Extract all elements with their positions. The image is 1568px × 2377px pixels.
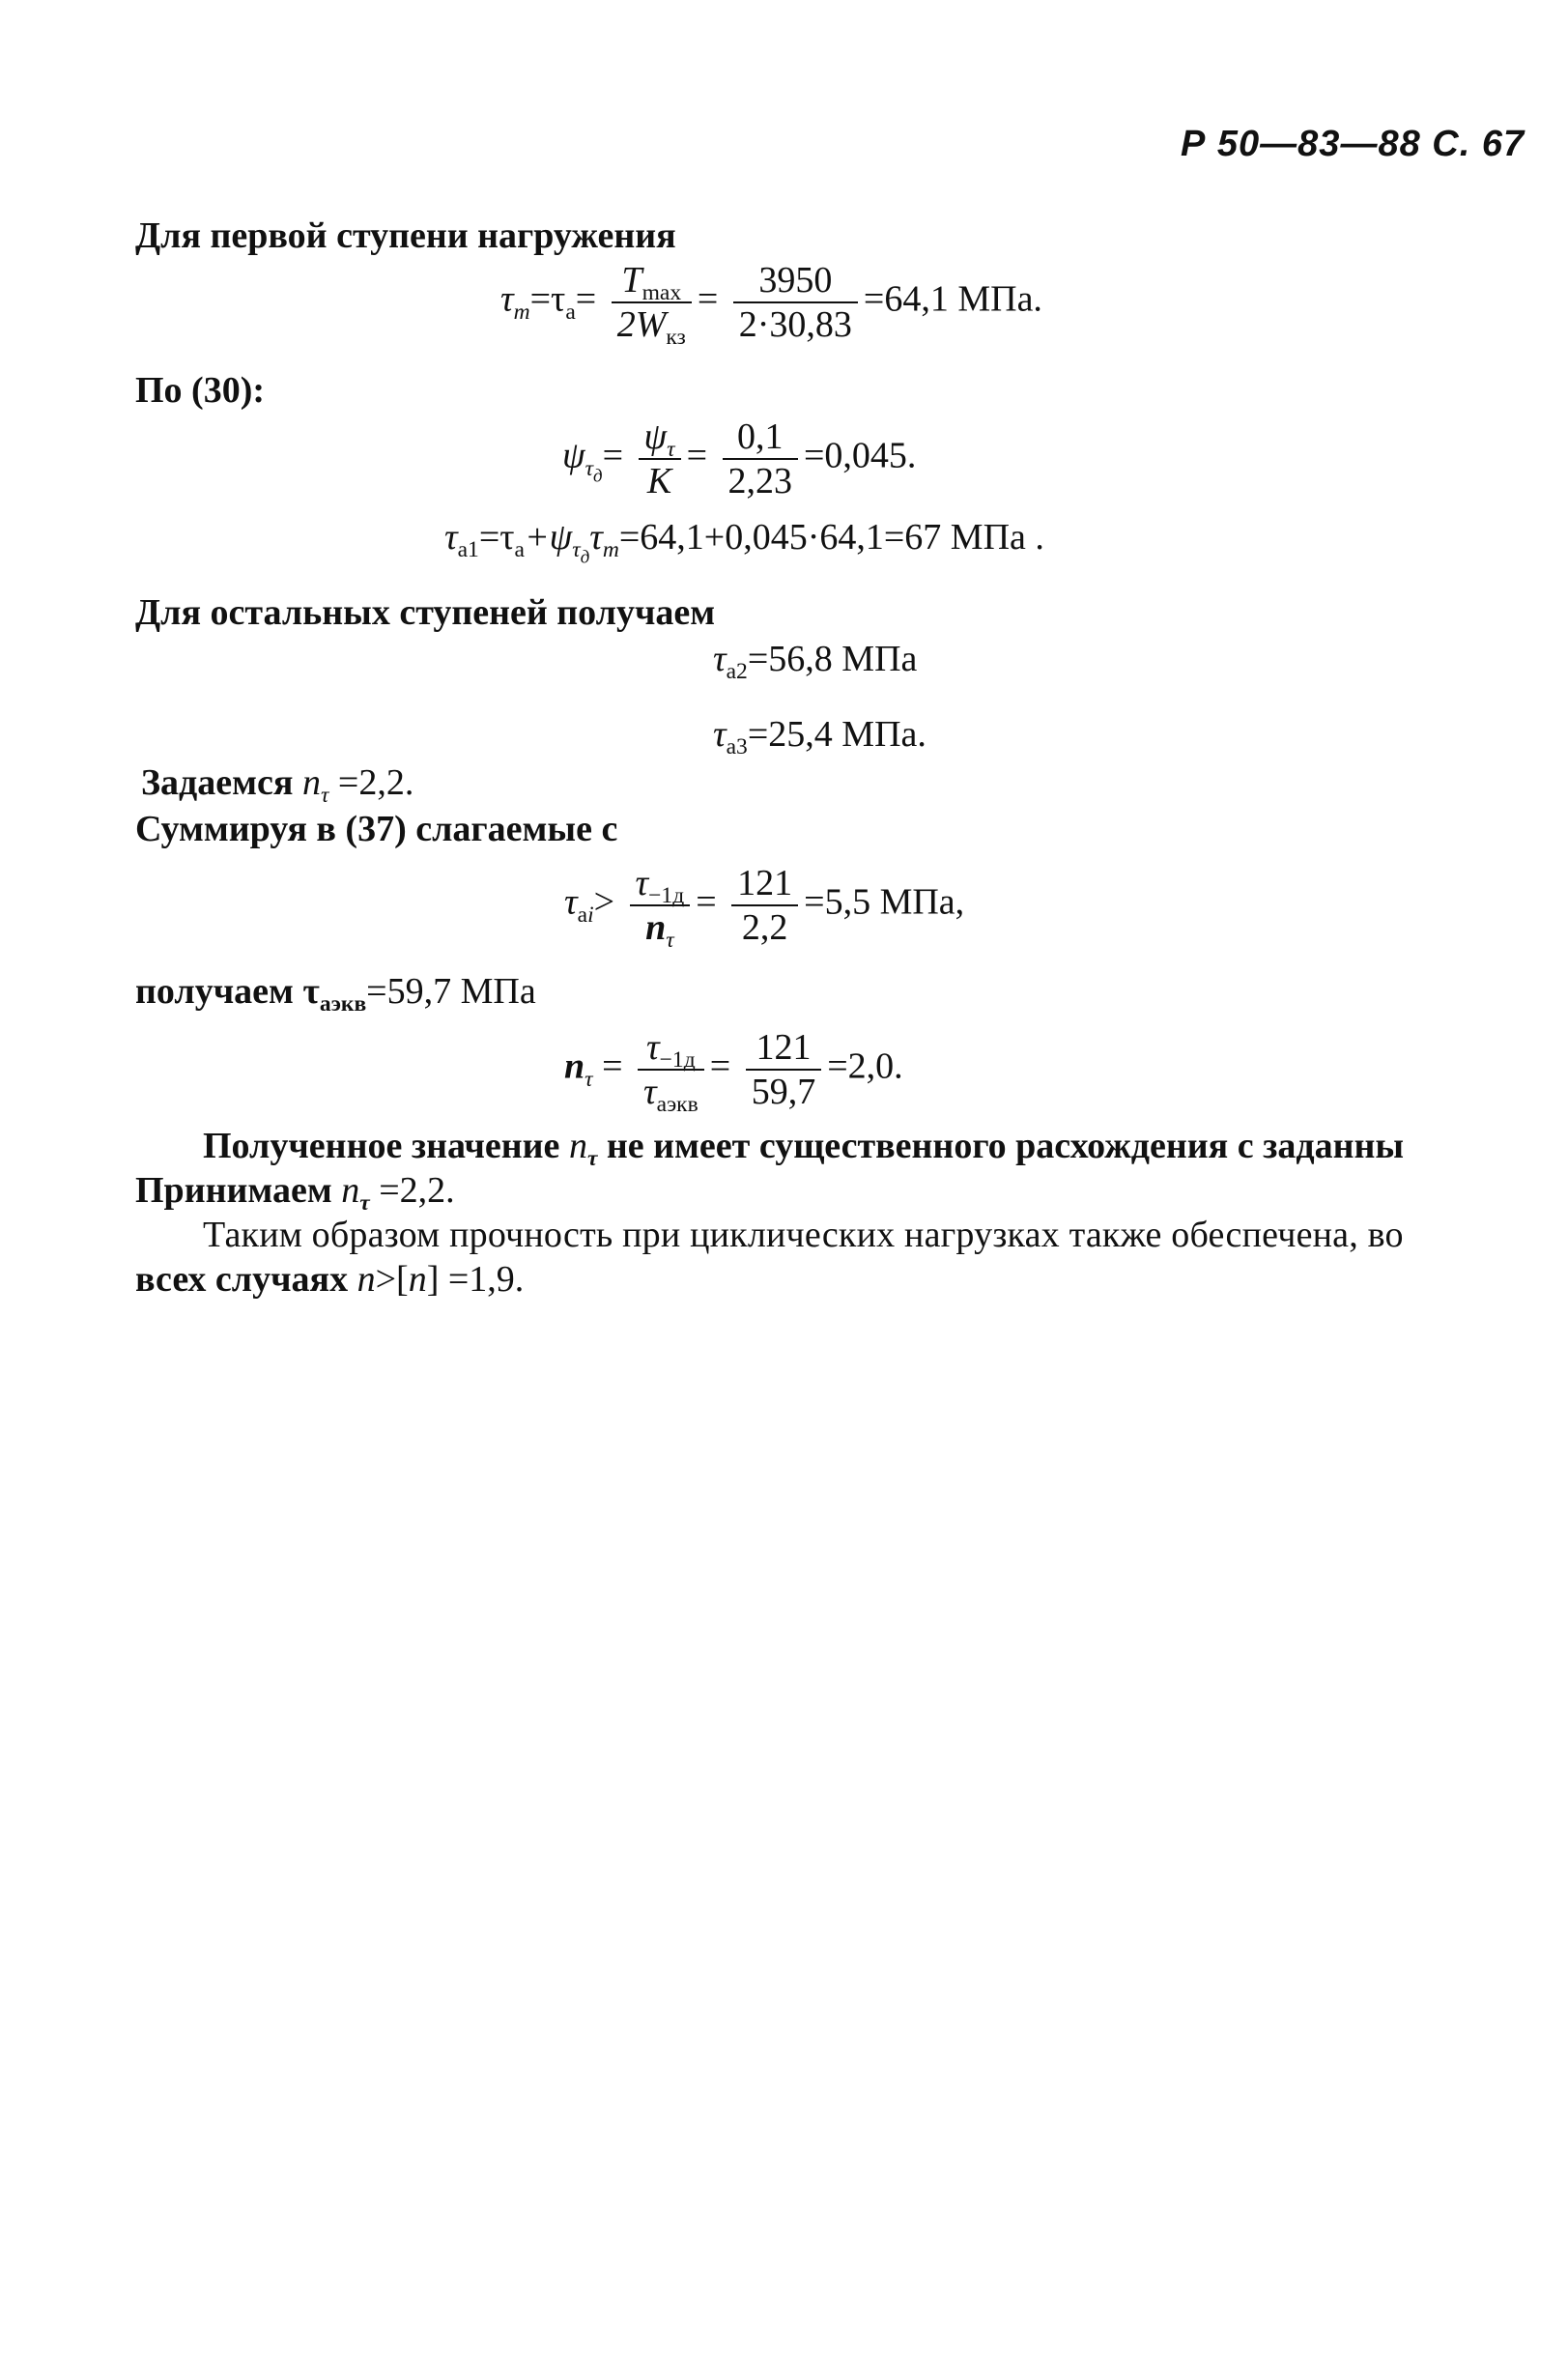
- para8-text: Принимаем: [135, 1170, 342, 1211]
- eq1-den1: 2W: [616, 304, 667, 345]
- eq3-sub-m: m: [602, 537, 619, 563]
- eq1-eq-a: =τ: [529, 278, 566, 320]
- eq7-num1: τ: [646, 1027, 660, 1068]
- para8-value: =2,2.: [369, 1170, 455, 1211]
- para8-sub: τ: [359, 1190, 370, 1217]
- eq2-den2: 2,23: [727, 461, 792, 501]
- paragraph-set-n: [141, 761, 414, 809]
- eq2-result: =0,045.: [804, 435, 917, 476]
- eq4-lhs: τ: [713, 639, 727, 679]
- paragraph-get-tau-eq: [135, 970, 536, 1017]
- equation-tau-a2: [713, 638, 918, 685]
- equation-tau-m: [500, 259, 1042, 351]
- eq2-den1: K: [646, 461, 672, 501]
- para4-value: =2,2.: [328, 762, 414, 803]
- eq1-result: =64,1 МПа.: [863, 278, 1042, 320]
- eq2-num2: 0,1: [723, 415, 799, 460]
- eq1-num1-sub: max: [641, 280, 682, 306]
- eq7-den1: τ: [643, 1072, 657, 1112]
- eq6-num1: τ: [635, 863, 649, 903]
- paragraph-all-cases: [135, 1258, 524, 1301]
- eq5-lhs: τ: [713, 714, 727, 755]
- page-header: Р 50—83—88 С. 67: [1181, 124, 1525, 164]
- eq2-eq: =: [602, 435, 624, 476]
- eq6-eq: =: [696, 881, 717, 923]
- eq6-lhs-sub: ai: [577, 902, 594, 928]
- eq1-fraction-1: [612, 259, 692, 351]
- eq4-rhs: =56,8 МПа: [747, 639, 918, 679]
- para6-text: получаем τ: [135, 971, 320, 1012]
- equation-tau-a3: [713, 713, 927, 760]
- eq7-eq1: =: [592, 1045, 623, 1087]
- para4-text: Задаемся: [141, 762, 302, 803]
- para4-sub: τ: [320, 783, 329, 809]
- eq6-result: =5,5 МПа,: [804, 881, 965, 923]
- eq7-den1-sub: аэкв: [656, 1092, 698, 1118]
- para10-value: ] =1,9.: [426, 1259, 525, 1300]
- eq1-lhs: τ: [500, 278, 514, 320]
- eq6-num1-sub: −1д: [648, 883, 685, 909]
- para7-sub: τ: [586, 1146, 598, 1172]
- eq2-num1-sub: τ: [667, 437, 675, 463]
- eq3-sub-a1: a1: [457, 537, 479, 563]
- eq1-eq: =: [575, 278, 597, 320]
- eq5-rhs: =25,4 МПа.: [747, 714, 927, 755]
- equation-n-tau: [564, 1026, 903, 1118]
- equation-tau-ai: [564, 862, 965, 954]
- eq1-eq2: =: [697, 278, 719, 320]
- eq3-plus-psi: +ψ: [525, 517, 573, 558]
- eq3-tau: τ: [444, 517, 458, 558]
- paragraph-accept: [135, 1169, 455, 1217]
- para7-n: n: [568, 1126, 587, 1166]
- para10-n: n: [356, 1259, 376, 1300]
- eq2-eq2: =: [686, 435, 707, 476]
- eq2-num1: ψ: [643, 416, 668, 457]
- paragraph-obtained-value: [203, 1125, 1405, 1172]
- eq2-fraction-2: [723, 415, 799, 502]
- paragraph-strength: Таким образом прочность при циклических нагрузках также обеспечена, во: [203, 1215, 1404, 1255]
- eq7-lhs-sub: τ: [584, 1066, 593, 1092]
- eq2-fraction-1: [639, 415, 681, 502]
- eq1-den1-sub: кз: [666, 325, 686, 351]
- eq6-fraction-1: [630, 862, 691, 954]
- eq3-tau-m: τ: [589, 517, 603, 558]
- eq1-lhs-sub: m: [513, 299, 530, 325]
- eq3-result: =64,1+0,045·64,1=67 МПа .: [618, 517, 1044, 558]
- paragraph-other-stages: Для остальных ступеней получаем: [135, 592, 716, 633]
- eq1-den2: 2·30,83: [738, 304, 852, 345]
- eq6-den1-sub: τ: [666, 928, 674, 954]
- eq6-fraction-2: [731, 862, 798, 949]
- eq2-lhs-sub: τд: [584, 455, 603, 487]
- eq2-lhs: ψ: [562, 435, 585, 476]
- para7-text: Полученное значение: [203, 1126, 569, 1166]
- eq7-num2: 121: [746, 1026, 822, 1071]
- equation-tau-a1: [444, 516, 1044, 568]
- para6-value: =59,7 МПа: [366, 971, 536, 1012]
- para8-n: n: [341, 1170, 360, 1211]
- para6-sub: аэкв: [319, 991, 367, 1017]
- eq1-a-sub: a: [565, 299, 576, 325]
- eq1-fraction-2: [733, 259, 858, 346]
- eq6-gt: >: [593, 881, 615, 923]
- paragraph-summing: Суммируя в (37) слагаемые с: [135, 809, 618, 849]
- eq6-num2: 121: [731, 862, 798, 906]
- eq7-lhs: n: [564, 1045, 585, 1087]
- eq3-sub-a: a: [514, 537, 525, 563]
- para7-rest: не имеет существенного расхождения с заданны: [597, 1126, 1405, 1166]
- eq6-lhs: τ: [564, 881, 578, 923]
- paragraph-first-stage: Для первой ступени нагружения: [135, 215, 676, 256]
- equation-psi: [562, 415, 916, 502]
- para10-gt: >[: [375, 1259, 409, 1300]
- eq7-eq2: =: [709, 1045, 731, 1087]
- eq6-den2: 2,2: [741, 907, 788, 948]
- eq7-fraction-2: [746, 1026, 822, 1113]
- eq7-result: =2,0.: [827, 1045, 903, 1087]
- para10-n2: n: [408, 1259, 427, 1300]
- eq7-den2: 59,7: [751, 1072, 816, 1112]
- eq1-num1: T: [621, 260, 642, 301]
- para4-n: n: [301, 762, 321, 803]
- eq3-eq-tau: =τ: [478, 517, 515, 558]
- eq6-den1: n: [645, 907, 667, 948]
- eq7-fraction-1: [638, 1026, 704, 1118]
- para10-text: всех случаях: [135, 1259, 357, 1300]
- eq7-num1-sub: −1д: [659, 1047, 696, 1074]
- eq5-sub: a3: [726, 734, 748, 760]
- paragraph-ref-30: По (30):: [135, 370, 266, 411]
- eq1-num2: 3950: [733, 259, 858, 303]
- eq4-sub: a2: [726, 659, 748, 685]
- eq3-psi-sub: τд: [572, 537, 590, 568]
